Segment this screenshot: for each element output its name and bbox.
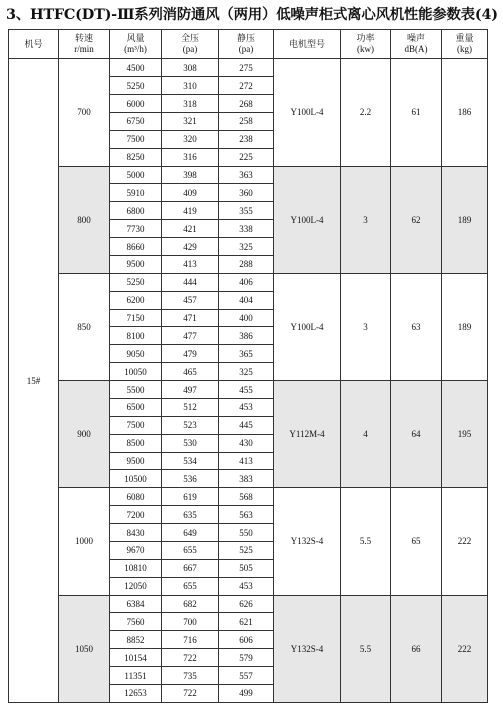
weight-cell: 189 [442,273,488,380]
airflow-cell: 4500 [110,59,162,77]
weight-cell: 189 [442,166,488,273]
total-pressure-cell: 398 [162,166,219,184]
airflow-cell: 10154 [110,649,162,667]
airflow-cell: 9050 [110,345,162,363]
static-pressure-cell: 272 [219,77,274,95]
header-noise: 噪声 dB(A) [391,30,442,59]
header-power: 功率 (kw) [341,30,391,59]
static-pressure-cell: 258 [219,112,274,130]
static-pressure-cell: 383 [219,470,274,488]
static-pressure-cell: 621 [219,613,274,631]
static-pressure-cell: 606 [219,631,274,649]
static-pressure-cell: 413 [219,452,274,470]
total-pressure-cell: 523 [162,416,219,434]
total-pressure-cell: 413 [162,255,219,273]
total-pressure-cell: 536 [162,470,219,488]
total-pressure-cell: 321 [162,112,219,130]
static-pressure-cell: 363 [219,166,274,184]
static-pressure-cell: 525 [219,541,274,559]
speed-cell: 800 [59,166,110,273]
static-pressure-cell: 626 [219,595,274,613]
speed-cell: 1050 [59,595,110,702]
header-static-pressure: 静压 (pa) [219,30,274,59]
static-pressure-cell: 225 [219,148,274,166]
motor-model-cell: Y112M-4 [274,381,341,488]
airflow-cell: 10810 [110,559,162,577]
airflow-cell: 7730 [110,220,162,238]
static-pressure-cell: 338 [219,220,274,238]
airflow-cell: 9500 [110,452,162,470]
total-pressure-cell: 318 [162,95,219,113]
airflow-cell: 5910 [110,184,162,202]
static-pressure-cell: 325 [219,363,274,381]
airflow-cell: 6000 [110,95,162,113]
weight-cell: 195 [442,381,488,488]
airflow-cell: 6800 [110,202,162,220]
airflow-cell: 8660 [110,238,162,256]
header-motor-model: 电机型号 [274,30,341,59]
header-airflow: 风量 (m³/h) [110,30,162,59]
airflow-cell: 7500 [110,130,162,148]
static-pressure-cell: 453 [219,577,274,595]
total-pressure-cell: 534 [162,452,219,470]
table-row [9,166,488,184]
airflow-cell: 6200 [110,291,162,309]
total-pressure-cell: 655 [162,541,219,559]
static-pressure-cell: 550 [219,524,274,542]
airflow-cell: 9670 [110,541,162,559]
table-row [9,59,488,77]
total-pressure-cell: 421 [162,220,219,238]
total-pressure-cell: 722 [162,649,219,667]
total-pressure-cell: 619 [162,488,219,506]
motor-model-cell: Y100L-4 [274,273,341,380]
airflow-cell: 6750 [110,112,162,130]
total-pressure-cell: 444 [162,273,219,291]
page-title: 3、HTFC(DT)-Ⅲ系列消防通风（两用）低噪声柜式离心风机性能参数表(4) [6,6,498,23]
static-pressure-cell: 386 [219,327,274,345]
airflow-cell: 8250 [110,148,162,166]
total-pressure-cell: 682 [162,595,219,613]
total-pressure-cell: 512 [162,398,219,416]
motor-model-cell: Y100L-4 [274,59,341,166]
airflow-cell: 9500 [110,255,162,273]
airflow-cell: 6500 [110,398,162,416]
airflow-cell: 5250 [110,77,162,95]
noise-cell: 63 [391,273,442,380]
total-pressure-cell: 457 [162,291,219,309]
airflow-cell: 8430 [110,524,162,542]
motor-model-cell: Y132S-4 [274,595,341,702]
speed-cell: 900 [59,381,110,488]
airflow-cell: 5500 [110,381,162,399]
airflow-cell: 11351 [110,667,162,685]
total-pressure-cell: 649 [162,524,219,542]
airflow-cell: 10500 [110,470,162,488]
speed-cell: 700 [59,59,110,166]
noise-cell: 61 [391,59,442,166]
static-pressure-cell: 579 [219,649,274,667]
static-pressure-cell: 557 [219,667,274,685]
noise-cell: 66 [391,595,442,702]
static-pressure-cell: 238 [219,130,274,148]
total-pressure-cell: 465 [162,363,219,381]
airflow-cell: 6384 [110,595,162,613]
airflow-cell: 5000 [110,166,162,184]
airflow-cell: 7150 [110,309,162,327]
motor-model-cell: Y132S-4 [274,488,341,595]
total-pressure-cell: 655 [162,577,219,595]
table-row [9,488,488,506]
static-pressure-cell: 360 [219,184,274,202]
table-row [9,381,488,399]
total-pressure-cell: 716 [162,631,219,649]
total-pressure-cell: 429 [162,238,219,256]
header-model-no: 机号 [9,30,59,59]
static-pressure-cell: 325 [219,238,274,256]
static-pressure-cell: 365 [219,345,274,363]
power-cell: 5.5 [341,488,391,595]
total-pressure-cell: 735 [162,667,219,685]
airflow-cell: 8500 [110,434,162,452]
total-pressure-cell: 479 [162,345,219,363]
header-weight: 重量 (kg) [442,30,488,59]
total-pressure-cell: 419 [162,202,219,220]
motor-model-cell: Y100L-4 [274,166,341,273]
total-pressure-cell: 310 [162,77,219,95]
static-pressure-cell: 400 [219,309,274,327]
header-total-pressure: 全压 (pa) [162,30,219,59]
power-cell: 5.5 [341,595,391,702]
airflow-cell: 8852 [110,631,162,649]
total-pressure-cell: 722 [162,684,219,702]
total-pressure-cell: 700 [162,613,219,631]
total-pressure-cell: 308 [162,59,219,77]
speed-cell: 1000 [59,488,110,595]
machine-no-cell: 15# [9,59,59,703]
total-pressure-cell: 477 [162,327,219,345]
static-pressure-cell: 568 [219,488,274,506]
static-pressure-cell: 404 [219,291,274,309]
static-pressure-cell: 268 [219,95,274,113]
airflow-cell: 12653 [110,684,162,702]
airflow-cell: 12050 [110,577,162,595]
performance-table [8,29,488,703]
airflow-cell: 7200 [110,506,162,524]
airflow-cell: 7500 [110,416,162,434]
static-pressure-cell: 275 [219,59,274,77]
airflow-cell: 7560 [110,613,162,631]
table-body [9,30,488,703]
static-pressure-cell: 563 [219,506,274,524]
weight-cell: 222 [442,488,488,595]
noise-cell: 64 [391,381,442,488]
total-pressure-cell: 530 [162,434,219,452]
airflow-cell: 5250 [110,273,162,291]
static-pressure-cell: 499 [219,684,274,702]
static-pressure-cell: 355 [219,202,274,220]
total-pressure-cell: 409 [162,184,219,202]
static-pressure-cell: 453 [219,398,274,416]
total-pressure-cell: 635 [162,506,219,524]
static-pressure-cell: 406 [219,273,274,291]
airflow-cell: 10050 [110,363,162,381]
static-pressure-cell: 445 [219,416,274,434]
total-pressure-cell: 320 [162,130,219,148]
total-pressure-cell: 497 [162,381,219,399]
weight-cell: 186 [442,59,488,166]
weight-cell: 222 [442,595,488,702]
speed-cell: 850 [59,273,110,380]
noise-cell: 62 [391,166,442,273]
table-header-row [9,30,488,59]
static-pressure-cell: 288 [219,255,274,273]
table-row [9,273,488,291]
noise-cell: 65 [391,488,442,595]
static-pressure-cell: 455 [219,381,274,399]
total-pressure-cell: 667 [162,559,219,577]
total-pressure-cell: 471 [162,309,219,327]
header-speed: 转速 r/min [59,30,110,59]
airflow-cell: 6080 [110,488,162,506]
power-cell: 3 [341,166,391,273]
power-cell: 3 [341,273,391,380]
static-pressure-cell: 430 [219,434,274,452]
power-cell: 4 [341,381,391,488]
total-pressure-cell: 316 [162,148,219,166]
power-cell: 2.2 [341,59,391,166]
table-row [9,595,488,613]
static-pressure-cell: 505 [219,559,274,577]
airflow-cell: 8100 [110,327,162,345]
